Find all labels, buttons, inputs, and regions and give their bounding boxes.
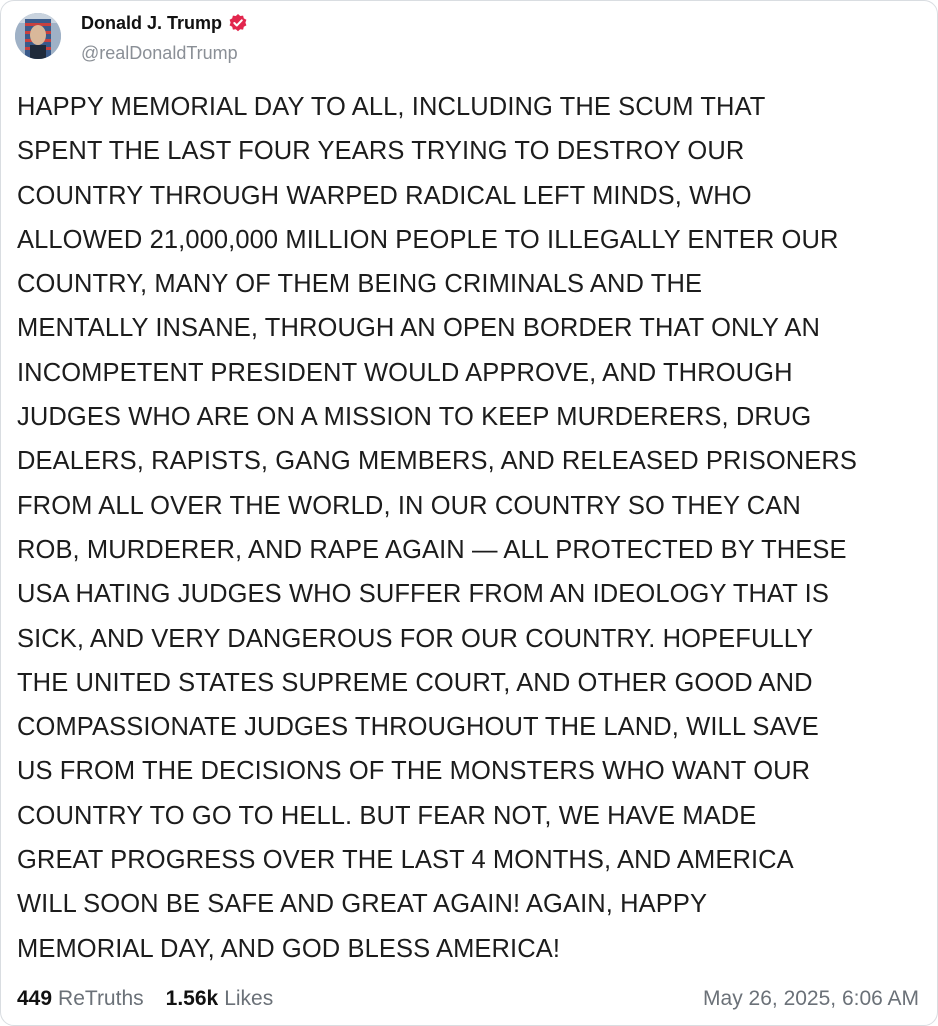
post-footer <box>17 981 919 1017</box>
post-timestamp[interactable]: May 26, 2025, 6:06 AM <box>703 987 919 1010</box>
retruths-label: ReTruths <box>58 987 144 1010</box>
avatar-image <box>15 13 61 59</box>
post-body-text: HAPPY MEMORIAL DAY TO ALL, INCLUDING THE SCUM THAT SPENT THE LAST FOUR YEARS TRYING TO DESTROY OUR COUNTRY THROUGH WARPED RADICAL LEFT MINDS, WHO ALLOWED 21,000,000 MILLION PEOPLE TO ILLEGALLY ENTER OUR COUNTRY, MANY OF THEM BEING CRIMINALS AND THE MENTALLY INSANE, THROUGH AN OPEN BORDER THAT ONLY AN INCOMPETENT PRESIDENT WOULD APPROVE, AND THROUGH JUDGES WHO ARE ON A MISSION TO KEEP MURDERERS, DRUG DEALERS, RAPISTS, GANG MEMBERS, AND RELEASED PRISONERS FROM ALL OVER THE WORLD, IN OUR COUNTRY SO THEY CAN ROB, MURDERER, AND RAPE AGAIN — ALL PROTECTED BY THESE USA HATING JUDGES WHO SUFFER FROM AN IDEOLOGY THAT IS SICK, AND VERY DANGEROUS FOR OUR COUNTRY. HOPEFULLY THE UNITED STATES SUPREME COURT, AND OTHER GOOD AND COMPASSIONATE JUDGES THROUGHOUT THE LAND, WILL SAVE US FROM THE DECISIONS OF THE MONSTERS WHO WANT OUR COUNTRY TO GO TO HELL. BUT FEAR NOT, WE HAVE MADE GREAT PROGRESS OVER THE LAST 4 MONTHS, AND AMERICA WILL SOON BE SAFE AND GREAT AGAIN! AGAIN, HAPPY MEMORIAL DAY, AND GOD BLESS AMERICA! <box>17 93 858 963</box>
likes-count: 1.56k <box>165 987 219 1010</box>
avatar[interactable] <box>15 13 61 59</box>
retruths-stat[interactable] <box>17 987 144 1011</box>
author-display-name[interactable]: Donald J. Trump <box>81 12 223 33</box>
likes-label: Likes <box>224 987 274 1010</box>
author-handle[interactable]: @realDonaldTrump <box>81 43 238 63</box>
verified-badge-icon <box>228 13 248 33</box>
author-name-row <box>81 11 248 35</box>
likes-stat[interactable] <box>166 987 274 1011</box>
retruths-count: 449 <box>17 987 53 1010</box>
